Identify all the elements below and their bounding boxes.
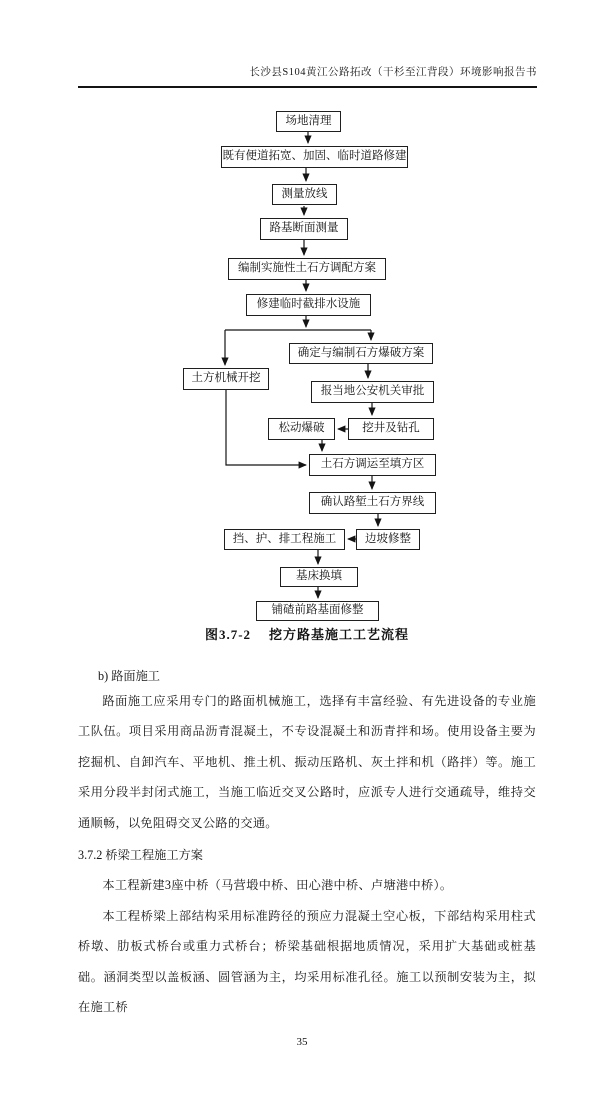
flow-node-slope-trimming: 边坡修整 (356, 529, 420, 550)
caption-title: 挖方路基施工工艺流程 (269, 627, 410, 642)
flow-node-loosening-blasting: 松动爆破 (268, 418, 335, 440)
flow-node-police-approval: 报当地公安机关审批 (311, 381, 434, 403)
paragraph-bridges: 本工程新建3座中桥（马营塅中桥、田心港中桥、卢塘港中桥）。 (102, 878, 453, 892)
flow-node-rock-blasting-plan: 确定与编制石方爆破方案 (289, 343, 433, 364)
flow-node-surface-trimming: 铺碴前路基面修整 (256, 601, 379, 621)
flow-node-subgrade-section-survey: 路基断面测量 (260, 218, 348, 240)
flow-node-survey-layout: 测量放线 (272, 184, 337, 205)
flow-node-haul-to-fill-area: 土石方调运至填方区 (309, 454, 436, 476)
section-heading-372: 3.7.2 桥梁工程施工方案 (78, 848, 203, 862)
caption-label: 图3.7-2 (204, 627, 252, 642)
flow-node-mechanical-excavation: 土方机械开挖 (183, 368, 269, 390)
flow-node-widen-existing-roads: 既有便道拓宽、加固、临时道路修建 (221, 146, 408, 168)
flow-node-temp-drainage-facilities: 修建临时截排水设施 (246, 294, 371, 316)
flow-node-confirm-cut-boundary: 确认路堑土石方界线 (309, 492, 436, 514)
flow-node-site-clearing: 场地清理 (276, 111, 341, 132)
figure-caption (78, 624, 536, 643)
flow-node-subgrade-replacement: 基床换填 (280, 567, 358, 587)
paragraph-bridge-structure: 本工程桥梁上部结构采用标准跨径的预应力混凝土空心板，下部结构采用柱式桥墩、肋板式桥台或重力式桥台；桥梁基础根据地质情况，采用扩大基础或桩基础。涵洞类型以盖板涵、圆管涵为主，均采用标准孔径。施工以预制安装为主，拟在施工桥 (78, 909, 536, 1015)
header-title: 长沙县S104黄江公路拓改（干杉至江背段）环境影响报告书 (249, 67, 537, 78)
flow-node-well-drilling: 挖井及钻孔 (348, 418, 434, 440)
page-number: 35 (296, 1036, 308, 1048)
flow-node-retaining-works: 挡、护、排工程施工 (224, 529, 345, 550)
flow-node-earthwork-allocation-plan: 编制实施性土石方调配方案 (228, 258, 386, 280)
paragraph-pavement: 路面施工应采用专门的路面机械施工，选择有丰富经验、有先进设备的专业施工队伍。项目采用商品沥青混凝土，不专设混凝土和沥青拌和场。使用设备主要为挖掘机、自卸汽车、平地机、推土机、振动压路机、灰土拌和机（路拌）等。施工采用分段半封闭式施工，当施工临近交叉公路时，应派专人进行交通疏导，维持交通顺畅，以免阻碍交叉公路的交通。 (78, 694, 536, 830)
header-rule (78, 86, 537, 88)
item-b-heading: b) 路面施工 (98, 669, 160, 683)
